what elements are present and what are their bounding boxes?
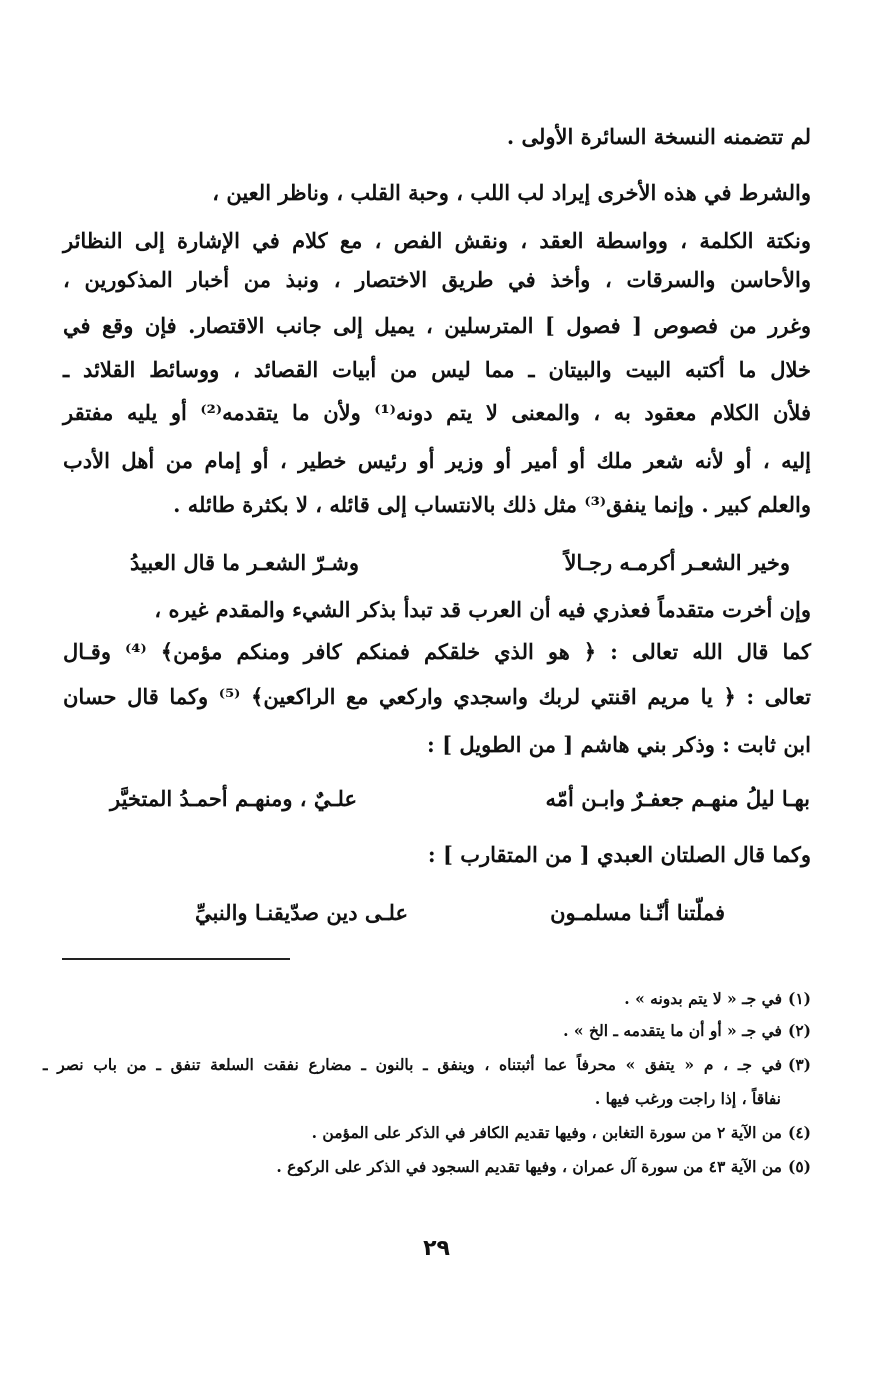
body-line: فلأن الكلام معقود به ، والمعنى لا يتم دونه⁽¹⁾ ولأن ما يتقدمه⁽²⁾ أو يليه مفتقر [63,400,811,425]
verse-first-hemistich: وخير الشعـر أكرمـه رجـالاً [564,550,790,575]
footnote-text: من الآية ٢ من سورة التغابن ، وفيها تقديم الكافر في الذكر على المؤمن . [311,1123,782,1142]
footnote-text: في جـ ، م « يتفق » محرفاً عما أثبتناه ، وينفق ـ بالنون ـ مضارع نفقت السلعة تنفق ـ من باب نصر ـ [43,1055,782,1074]
footnote-number: (٣) [787,1055,811,1074]
body-line: ونكتة الكلمة ، وواسطة العقد ، ونقش الفص ، مع كلام في الإشارة إلى النظائر [63,228,811,253]
body-line: تعالى : ﴿ يا مريم اقنتي لربك واسجدي واركعي مع الراكعين﴾ ⁽⁵⁾ وكما قال حسان [63,684,811,709]
poem-verse [110,784,810,816]
footnote-text: نفاقاً ، إذا راجت ورغب فيها . [594,1089,781,1108]
body-line: والعلم كبير . وإنما ينفق⁽³⁾ مثل ذلك بالانتساب إلى قائله ، لا بكثرة طائله . [173,492,811,517]
page-number: ٢٩ [423,1236,450,1261]
body-line: كما قال الله تعالى : ﴿ هو الذي خلقكم فمنكم كافر ومنكم مؤمن﴾ ⁽⁴⁾ وقـال [63,639,811,664]
poem-verse [130,548,790,580]
footnote-text: من الآية ٤٣ من سورة آل عمران ، وفيها تقديم السجود في الذكر على الركوع . [276,1157,782,1176]
body-line: إليه ، أو لأنه شعر ملك أو أمير أو وزير أو رئيس خطير ، أو إمام من أهل الأدب [63,448,811,473]
footnote-number: (٢) [787,1021,811,1040]
body-line: وكما قال الصلتان العبدي [ من المتقارب ] : [427,842,811,867]
body-line: وغرر من فصوص [ فصول ] المترسلين ، يميل إلى جانب الاقتصار. فإن وقع في [63,313,811,338]
body-line: ابن ثابت : وذكر بني هاشم [ من الطويل ] : [427,732,811,757]
verse-first-hemistich: فملّتنا أنّـنا مسلمـون [550,900,725,925]
footnote-text: في جـ « أو أن ما يتقدمه ـ الخ » . [563,1021,782,1040]
footnote [63,1156,811,1178]
body-line: خلال ما أكتبه البيت والبيتان ـ مما ليس من أبيات القصائد ، ووسائط القلائد ـ [63,357,811,382]
body-line: لم تتضمنه النسخة السائرة الأولى . [506,124,811,149]
footnote-separator [62,958,290,960]
verse-second-hemistich: وشـرّ الشعـر ما قال العبيدُ [130,550,359,575]
footnote [63,1122,811,1144]
body-line: والأحاسن والسرقات ، وأخذ في طريق الاختصار ، ونبذ من أخبار المذكورين ، [63,267,811,292]
body-line: وإن أخرت متقدماً فعذري فيه أن العرب قد تبدأ بذكر الشيء والمقدم غيره ، [154,597,811,622]
footnote-number: (٥) [787,1157,811,1176]
body-line: والشرط في هذه الأخرى إيراد لب اللب ، وحبة القلب ، وناظر العين ، [212,180,811,205]
footnote-number: (١) [787,989,811,1008]
verse-second-hemistich: علـى دين صدّيقنـا والنبيِّ [195,900,409,925]
verse-first-hemistich: بهـا ليلُ منهـم جعفـرٌ وابـن أمّه [545,786,810,811]
verse-second-hemistich: علـيٌ ، ومنهـم أحمـدُ المتخيَّر [110,786,358,811]
footnote-number: (٤) [787,1123,811,1142]
footnote-continuation [81,1088,781,1110]
footnote [63,1020,811,1042]
footnote-text: في جـ « لا يتم بدونه » . [624,989,782,1008]
poem-verse [195,898,725,930]
footnote [63,988,811,1010]
footnote [43,1054,811,1076]
